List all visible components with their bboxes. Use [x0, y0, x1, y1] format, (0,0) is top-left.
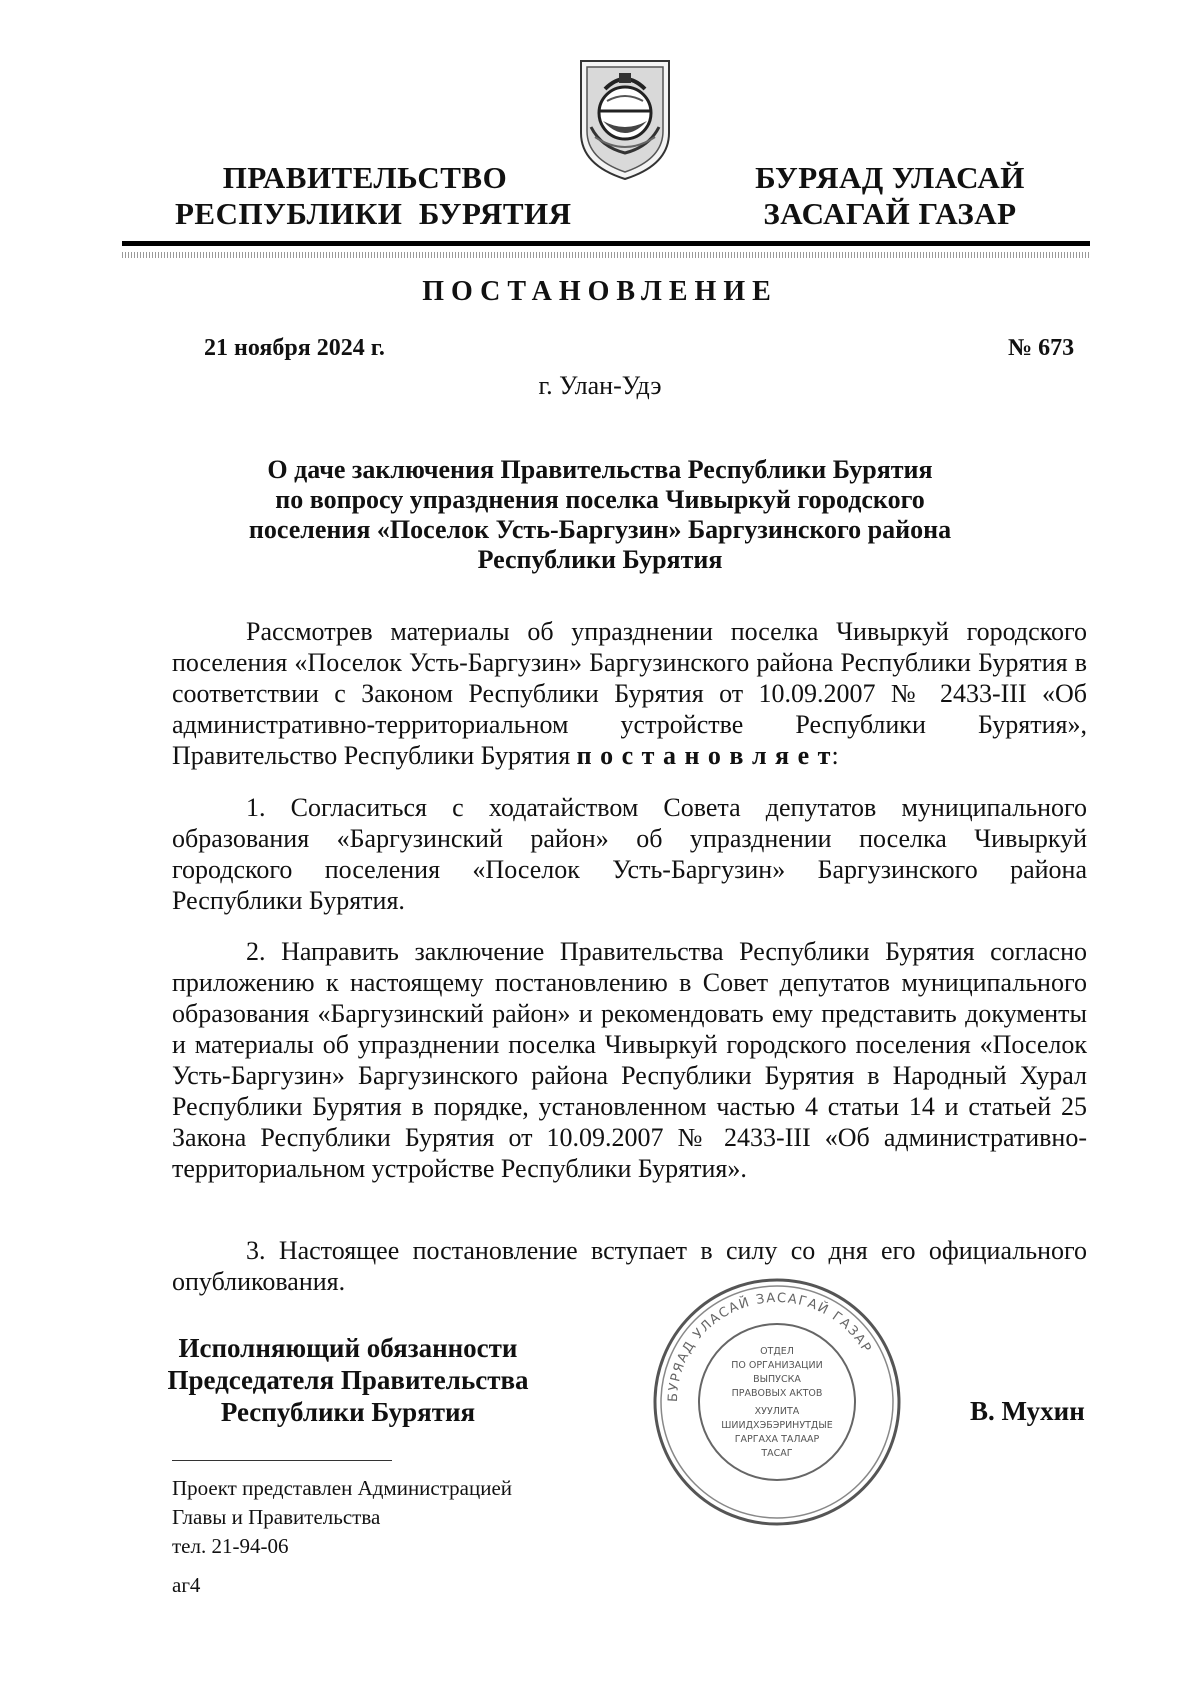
subject-line: по вопросу упразднения поселка Чивыркуй городского: [275, 485, 925, 514]
preamble-text: Рассмотрев материалы об упразднении поселка Чивыркуй городского поселения «Поселок Усть-Баргузин» Баргузинского района Республики Бурятия в соответствии с Законом Республики Бурятия от 10.09.2007 № 2433-III «Об административно-территориальном устройстве Республики Бурятия», Правительство Республики Бурятия: [172, 617, 1087, 770]
seal-ring-text: БУРЯАД УЛАСАЙ ЗАСАГАЙ ГАЗАР: [665, 1290, 875, 1403]
header-divider-thick: [122, 241, 1090, 246]
header-left-line2: РЕСПУБЛИКИ БУРЯТИЯ: [175, 196, 572, 231]
document-subject: [200, 455, 1000, 575]
header-right-line1: БУРЯАД УЛАСАЙ: [755, 160, 1025, 195]
document-date: 21 ноября 2024 г.: [204, 335, 385, 361]
header-left: [175, 160, 572, 232]
subject-line: Республики Бурятия: [477, 545, 723, 574]
footer-note: [172, 1474, 512, 1561]
footer-line: тел. 21-94-06: [172, 1534, 289, 1558]
decree-word: п о с т а н о в л я е т: [576, 741, 832, 770]
document-city: г. Улан-Удэ: [538, 371, 662, 400]
seal-center-text: ШИИДХЭБЭРИНУТДЫЕ: [721, 1420, 833, 1431]
document-number: № 673: [1008, 335, 1075, 361]
item-3-paragraph: [172, 1235, 1087, 1297]
item-2-text: 2. Направить заключение Правительства Республики Бурятия согласно приложению к настоящему постановлению в Совет депутатов муниципального образования «Баргузинский район» и рекомендовать ему представить документы и материалы об упразднении поселка Чивыркуй городского поселения «Поселок Усть-Баргузин» Баргузинского района Республики Бурятия в Народный Хурал Республики Бурятия в порядке, установленном частью 4 статьи 14 и статьей 25 Закона Республики Бурятия от 10.09.2007 № 2433-III «Об административно-территориальном устройстве Республики Бурятия».: [172, 937, 1087, 1183]
header-left-line1: ПРАВИТЕЛЬСТВО: [222, 160, 508, 195]
item-3-text: 3. Настоящее постановление вступает в силу со дня его официального опубликования.: [172, 1236, 1087, 1296]
subject-line: О даче заключения Правительства Республики Бурятия: [267, 455, 933, 484]
signatory-title-line: Республики Бурятия: [220, 1397, 476, 1427]
subject-line: поселения «Поселок Усть-Баргузин» Баргузинского района: [248, 515, 952, 544]
signatory-title-line: Председателя Правительства: [167, 1365, 529, 1395]
preamble-paragraph: [172, 616, 1087, 771]
seal-center-text: ГАРГАХА ТАЛААР: [734, 1434, 820, 1445]
seal-center-text: ВЫПУСКА: [753, 1374, 801, 1385]
header-right: [740, 160, 1040, 232]
signatory-title-line: Исполняющий обязанности: [178, 1333, 518, 1363]
footer-line: Проект представлен Администрацией: [172, 1476, 513, 1500]
official-seal-icon: [647, 1272, 907, 1532]
footer-divider: [172, 1460, 392, 1461]
header-divider-hatched: [122, 252, 1090, 258]
item-2-paragraph: [172, 936, 1087, 1184]
header-right-line2: ЗАСАГАЙ ГАЗАР: [763, 196, 1017, 231]
item-1-text: 1. Согласиться с ходатайством Совета депутатов муниципального образования «Баргузинский район» об упразднении поселка Чивыркуй городского поселения «Поселок Усть-Баргузин» Баргузинского района Республики Бурятия.: [172, 793, 1087, 915]
republic-emblem-icon: [575, 55, 675, 183]
seal-center-text: ПО ОРГАНИЗАЦИИ: [731, 1360, 823, 1371]
seal-center-text: ПРАВОВЫХ АКТОВ: [731, 1388, 823, 1399]
document-code: аг4: [172, 1573, 201, 1597]
decree-colon: :: [831, 741, 839, 770]
seal-center-text: ХУУЛИТА: [754, 1406, 800, 1417]
footer-line: Главы и Правительства: [172, 1505, 381, 1529]
seal-center-text: ТАСАГ: [761, 1448, 793, 1459]
signatory-title: [150, 1332, 546, 1428]
seal-center-text: ОТДЕЛ: [760, 1346, 794, 1357]
signatory-name: В. Мухин: [970, 1396, 1085, 1426]
document-type-title: ПОСТАНОВЛЕНИЕ: [422, 276, 778, 307]
item-1-paragraph: [172, 792, 1087, 916]
